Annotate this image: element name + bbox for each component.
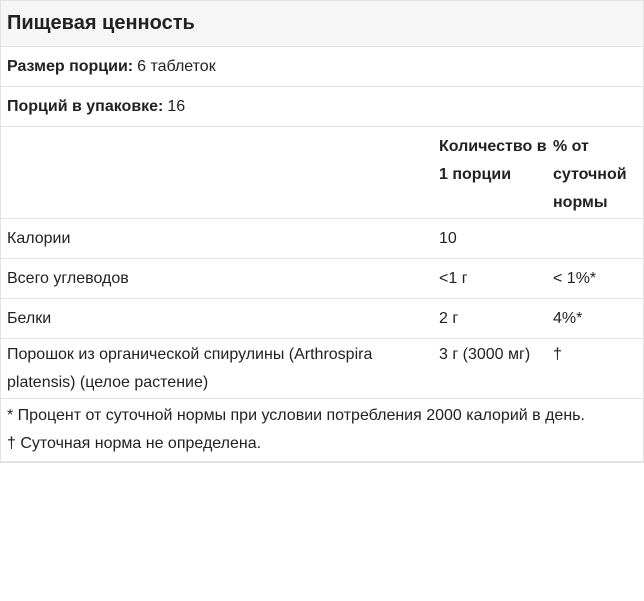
- table-row: [1, 299, 643, 339]
- nutrient-name: Белки: [7, 309, 52, 327]
- table-header-row: [1, 127, 643, 219]
- table-row: [1, 259, 643, 299]
- nutrition-title-bar: [1, 0, 643, 47]
- table-row: [1, 219, 643, 259]
- servings-per-container-value: 16: [167, 97, 186, 115]
- serving-size-row: [1, 47, 643, 87]
- footnotes: [1, 399, 643, 462]
- nutrient-daily-value: †: [553, 346, 562, 363]
- nutrient-name: Всего углеводов: [7, 269, 129, 287]
- nutrient-amount: <1 г: [439, 269, 468, 287]
- nutrient-amount: 3 г (3000 мг): [439, 346, 531, 363]
- table-row: [1, 339, 643, 399]
- header-amount: Количество в 1 порции: [439, 138, 547, 183]
- serving-size-label: Размер порции:: [7, 57, 134, 75]
- nutrition-title: Пищевая ценность: [7, 12, 195, 34]
- footnote-daily-value: * Процент от суточной нормы при условии потребления 2000 калорий в день.: [7, 407, 585, 424]
- footnote-not-established: † Суточная норма не определена.: [7, 435, 262, 452]
- nutrition-table: [1, 127, 643, 399]
- nutrient-daily-value: < 1%*: [553, 269, 597, 287]
- nutrient-name: Порошок из органической спирулины (Arthrospira platensis) (целое растение): [7, 346, 373, 391]
- nutrient-amount: 2 г: [439, 309, 459, 327]
- servings-per-container-row: [1, 87, 643, 127]
- nutrient-daily-value: 4%*: [553, 309, 583, 327]
- nutrient-name: Калории: [7, 229, 71, 247]
- servings-per-container-label: Порций в упаковке:: [7, 97, 164, 115]
- header-daily-value: % от суточной нормы: [553, 138, 627, 211]
- header-nutrient: [1, 133, 433, 218]
- serving-size-value: 6 таблеток: [137, 57, 216, 75]
- nutrient-amount: 10: [439, 229, 457, 247]
